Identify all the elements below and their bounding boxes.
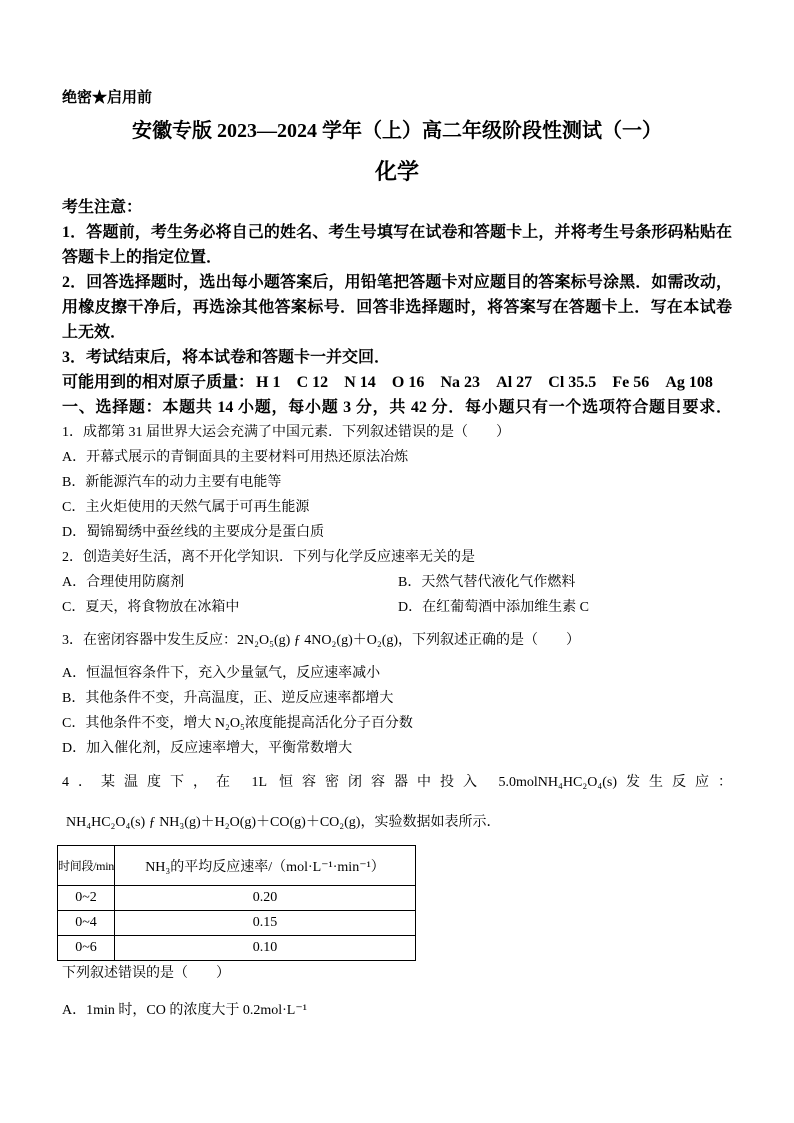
- question-3-option-c: C．其他条件不变，增大 N₂O₅浓度能提高活化分子百分数: [62, 716, 413, 731]
- exam-body: [58, 195, 732, 1023]
- notice-heading: 考生注意：: [62, 199, 143, 216]
- atomic-mass-entry: C 12: [296, 374, 329, 391]
- notice-line: 上无效．: [62, 324, 127, 341]
- question-3-option-b: B．其他条件不变，升高温度，正、逆反应速率都增大: [62, 691, 394, 706]
- table-cell: 0~2: [58, 886, 115, 911]
- table-header-row: [58, 846, 416, 886]
- atomic-mass-entry: Cl 35.5: [548, 374, 597, 391]
- question-2-option-a: A．合理使用防腐剂: [62, 575, 185, 590]
- table-cell: 0.10: [115, 936, 416, 961]
- secret-label: 绝密★启用前: [62, 90, 153, 106]
- section-heading: 一、选择题：本题共 14 小题，每小题 3 分，共 42 分．每小题只有一个选项符合题目要求．: [62, 399, 732, 416]
- atomic-mass-entry: H 1: [256, 374, 281, 391]
- question-2-option-b: B．天然气替代液化气作燃料: [398, 575, 576, 590]
- question-1-option-a: A．开幕式展示的青铜面具的主要材料可用热还原法冶炼: [62, 450, 409, 465]
- table-cell: 0~4: [58, 911, 115, 936]
- question-1-stem: 1．成都第 31 届世界大运会充满了中国元素．下列叙述错误的是（ ）: [62, 425, 510, 440]
- table-row: [58, 936, 416, 961]
- atomic-mass-entry: Fe 56: [612, 374, 650, 391]
- atomic-masses-label: 可能用到的相对原子质量：: [62, 374, 255, 391]
- question-3-option-d: D．加入催化剂，反应速率增大，平衡常数增大: [62, 741, 353, 756]
- atomic-mass-entry: Al 27: [496, 374, 533, 391]
- question-4-prompt: 下列叙述错误的是（ ）: [62, 966, 230, 981]
- table-header-cell: NH₃的平均反应速率/（mol·L⁻¹·min⁻¹）: [115, 846, 416, 886]
- subject-title: 化学: [374, 159, 419, 184]
- notice-line: 2．回答选择题时，选出每小题答案后，用铅笔把答题卡对应题目的答案标号涂黑．如需改动，: [62, 274, 732, 291]
- table-row: [58, 911, 416, 936]
- question-2-option-d: D．在红葡萄酒中添加维生素 C: [398, 600, 589, 615]
- question-1-option-c: C．主火炬使用的天然气属于可再生能源: [62, 500, 310, 515]
- table-header-cell: 时间段/min: [58, 846, 115, 886]
- table-cell: 0~6: [58, 936, 115, 961]
- notice-line: 用橡皮擦干净后，再选涂其他答案标号．回答非选择题时，将答案写在答题卡上．写在本试卷: [62, 299, 732, 316]
- exam-title: 安徽专版 2023—2024 学年（上）高二年级阶段性测试（一）: [132, 120, 662, 142]
- question-3-option-a: A．恒温恒容条件下，充入少量氩气，反应速率减小: [62, 666, 381, 681]
- question-1-option-d: D．蜀锦蜀绣中蚕丝线的主要成分是蛋白质: [62, 525, 325, 540]
- question-4-stem: 4．某温度下，在 1L 恒容密闭容器中投入 5.0molNH₄HC₂O₄(s)发生反应：: [62, 775, 732, 790]
- atomic-mass-entry: O 16: [391, 374, 425, 391]
- question-1-option-b: B．新能源汽车的动力主要有电能等: [62, 475, 282, 490]
- table-cell: 0.15: [115, 911, 416, 936]
- table-cell: 0.20: [115, 886, 416, 911]
- atomic-masses: [62, 370, 713, 395]
- notice-line: 3．考试结束后，将本试卷和答题卡一并交回．: [62, 349, 391, 366]
- data-table: [57, 845, 416, 961]
- notice-line: 1．答题前，考生务必将自己的姓名、考生号填写在试卷和答题卡上，并将考生号条形码粘贴在: [62, 224, 732, 241]
- atomic-mass-entry: Ag 108: [665, 374, 713, 391]
- question-2-options-row: [62, 570, 732, 595]
- atomic-mass-entry: Na 23: [440, 374, 481, 391]
- atomic-mass-entry: N 14: [344, 374, 376, 391]
- question-4-equation: NH₄HC₂O₄(s) ƒ NH₃(g)＋H₂O(g)＋CO(g)＋CO₂(g)，实验数据如表所示．: [66, 815, 501, 830]
- atomic-mass-list: [254, 370, 713, 395]
- question-2-option-c: C．夏天，将食物放在冰箱中: [62, 600, 240, 615]
- table-row: [58, 886, 416, 911]
- question-3-stem: 3．在密闭容器中发生反应：2N₂O₅(g) ƒ 4NO₂(g)＋O₂(g)，下列叙述正确的是（ ）: [62, 633, 581, 648]
- question-4-option-a: A．1min 时，CO 的浓度大于 0.2mol·L⁻¹: [62, 1003, 307, 1018]
- notice-line: 答题卡上的指定位置．: [62, 249, 223, 266]
- question-2-stem: 2．创造美好生活，离不开化学知识．下列与化学反应速率无关的是: [62, 550, 475, 565]
- question-2-options-row: [62, 595, 732, 620]
